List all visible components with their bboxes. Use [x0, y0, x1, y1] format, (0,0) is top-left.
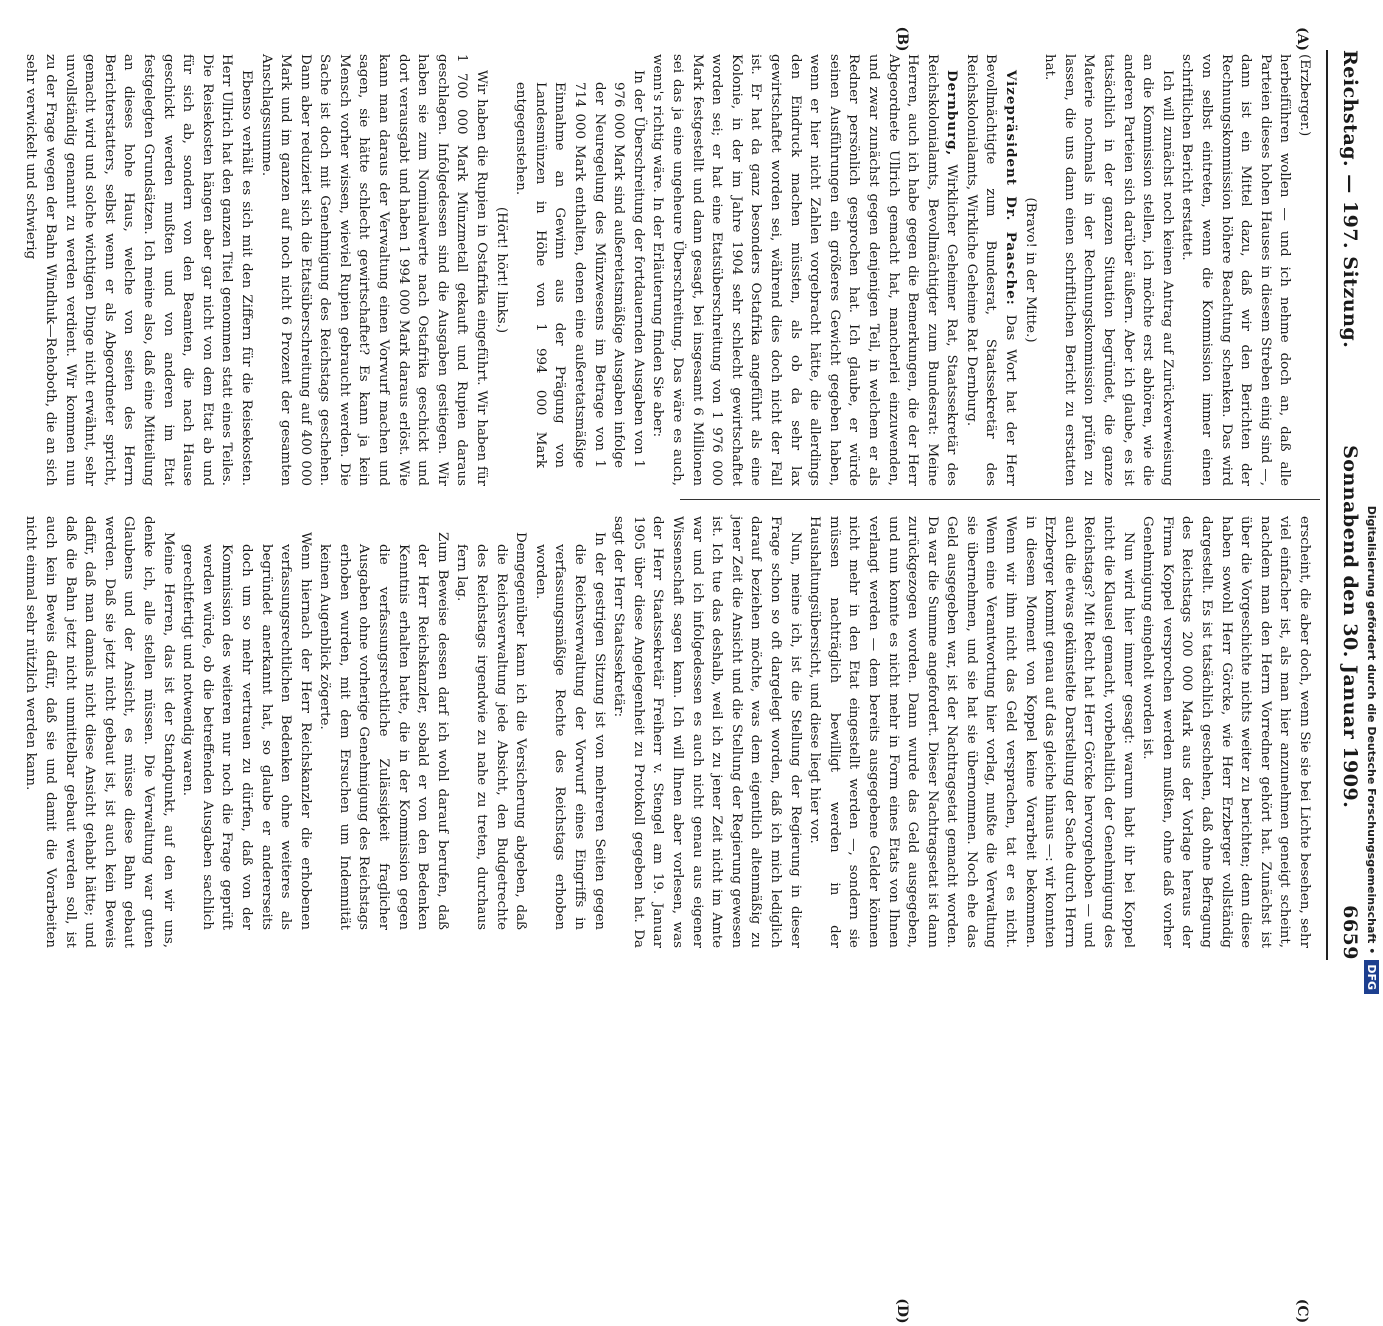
funding-text: Digitalisierung gefördert durch die Deutsche Forschungsgemeinschaft • [1365, 505, 1378, 955]
paragraph-text: Das Wort hat der Herr Bevollmächtigte zum Bundesrat, Staatssekretär des Reichskolonialamts, Wirkliche Geheime Rat Dernburg. [963, 54, 1019, 486]
quotation: In der Überschreitung der fortdauernden Ausgaben von 1 976 000 Mark sind außeretatsmäßige Ausgaben infolge der Neuregelung des Münzwesens im Betrage von 1 714 000 Mark enthalten, denen eine außeretatsmäßige Einnahme an Gewinn aus der Prägung von Landesmünzen in Höhe von 1 994 000 Mark entgegenstehen. [513, 70, 646, 468]
quotation: Demgegenüber kann ich die Versicherung abgeben, daß die Reichsverwaltung jede Absicht, den Budgetrechte des Reichstags irgendwie zu nahe zu treten, durchaus fern lag. [454, 532, 529, 930]
speaker-name: Vizepräsident Dr. Paasche: [1003, 70, 1020, 306]
speaker-continuation: (Erzberger.) [1297, 54, 1312, 137]
paragraph: Wir haben die Rupien in Ostafrika eingeführt. Wir haben für 1 700 000 Mark Münzmetall gekauft und Rupien daraus geschlagen. Infolgedessen sind die Ausgaben gestiegen. Wir haben sie zum Nominalwerte nach Ostafrika geschickt und dort verausgabt und haben 1 994 000 Mark daraus erlöst. Wie kann man daraus der Verwaltung einen Vorwurf machen und sagen, sie hätte schlecht gewirtschaftet? Es kann ja kein Mensch vorher wissen, wieviel Rupien gebraucht werden. Die Sache ist doch mit Genehmigung des Reichstags geschehen. Dann aber reduziert sich die Etatsüberschreitung auf 400 000 Mark und im ganzen auf noch nicht 6 Prozent der gesamten Anschlagssumme. [258, 54, 490, 486]
interjection: (Bravo! in der Mitte.) [1022, 197, 1038, 343]
quotation: In der gestrigen Sitzung ist von mehreren Seiten gegen die Reichsverwaltung der Vorwurf eines Eingriffs in verfassungsmäßige Rechte des Reichstags erhoben worden. [532, 532, 607, 930]
header-rule [1326, 50, 1328, 960]
paragraph [648, 54, 962, 486]
column-divider [680, 499, 1320, 500]
paragraph: herbeiführen wollen — und ich nehme doch an, daß alle Parteien dieses hohen Hauses in diesem Streben einig sind —, dann ist ein Mittel dazu, daß wir den Berichten der Rechnungskommission höhere Beachtung schenken. Das wird von selbst eintreten, wenn die Kommission immer einen schriftlichen Bericht erstattet. [1179, 54, 1293, 486]
page-number: 6659 [1339, 905, 1361, 960]
header-center: Sonnabend den 30. Januar 1909. [1339, 445, 1361, 809]
rotated-page [23, 26, 1370, 1324]
digitization-note [1357, 6, 1381, 994]
margin-mark-d: (D) [894, 1298, 910, 1324]
speaker-name: Dernburg, [944, 70, 961, 157]
digitization-note-text [1364, 6, 1379, 994]
paragraph: Meine Herren, das ist der Standpunkt, auf den wir uns, denke ich, alle stellen müssen. Die Verwaltung war guten Glaubens und der Ansicht, es müsse diese Bahn gebaut werden. Daß sie jetzt nicht gebaut ist, ist auch kein Beweis dafür, daß man damals nicht diese Ansicht gehabt hätte; und daß die Bahn jetzt nicht unmittelbar gebaut werden soll, ist auch kein Beweis dafür, daß sie und damit die Vorarbeiten nicht einmal sehr nützlich werden kann. [23, 516, 176, 948]
quotation: Wenn hiernach der Herr Reichskanzler die erhobenen verfassungsrechtlichen Bedenken ohne weiteres als begründet anerkannt hat, so glaube er andererseits doch um so mehr vertrauen zu dürfen, daß von der Kommission des weiteren nur noch die Frage geprüft werden würde, ob die betreffenden Ausgaben sachlich gerechtfertigt und notwendig waren. [180, 532, 313, 930]
right-column [21, 516, 1314, 948]
margin-mark-a: (A) [1294, 26, 1310, 52]
margin-mark-b: (B) [894, 26, 910, 52]
paragraph [961, 54, 1020, 486]
dfg-logo: DFG [1364, 960, 1379, 994]
paragraph: erscheint, die aber doch, wenn Sie sie bei Lichte besehen, sehr viel einfacher ist, als man hier anzunehmen geneigt scheint, nachdem man den Herrn Vorredner gehört hat. Zunächst ist über die Vorgeschichte nichts weiter zu berichten; denn diese haben sowohl Herr Görcke, wie Herr Erzberger vollständig dargestellt. Es ist tatsächlich geschehen, daß ohne Befragung des Reichstags 200 000 Mark aus der Vorlage heraus der Firma Koppel versprochen werden mußten, ohne daß vorher Genehmigung eingeholt worden ist. [1140, 516, 1312, 948]
paragraph: Ich will zunächst noch keinen Antrag auf Zurückverweisung an die Kommission stellen, ich möchte erst abhören, wie die anderen Parteien sich darüber äußern. Aber ich glaube, es ist tatsächlich in der ganzen Situation begründet, die ganze Materie nochmals in der Rechnungskommission prüfen zu lassen, die uns dann einen schriftlichen Bericht zu erstatten hat. [1042, 54, 1175, 486]
paragraph-text: Wirklicher Geheimer Rat, Staatssekretär des Reichskolonialamts, Bevollmächtigter zum Bundesrat: Meine Herren, auch ich habe gegen die Bemerkungen, die der Herr Abgeordnete Ullrich gemacht hat, mancherlei einzuwenden, und zwar zunächst gegen denjenigen Teil, in welchem er als Redner persönlich gesprochen hat. Ich glaube, er würde seinen Ausführungen ein größeres Gewicht gegeben haben, wenn er hier nicht Zahlen vorgebracht hätte, die allerdings den Eindruck machen müssten, als ob da sehr lax gewirtschaftet worden sei, während dies doch nicht der Fall ist. Er hat da ganz besonders Ostafrika angeführt als eine Kolonie, in der im Jahre 1904 sehr schlecht gewirtschaftet worden sei; er hat eine Etatsüberschreitung von 1 976 000 Mark festgestellt und dann gesagt, bei insgesamt 6 Millionen sei das ja eine ungeheure Überschreitung. Das wäre es auch, wenn's richtig wäre. In der Erläuterung finden Sie aber: [650, 54, 960, 486]
paragraph: Nun, meine ich, ist die Stellung der Regierung in dieser Frage schon so oft dargelegt worden, daß ich mich lediglich darauf beziehen möchte, was dem eigentlich altenmäßig zu jener Zeit die Ansicht und die Stellung der Regierung gewesen ist. Ich tue das deshalb, weil ich zu jener Zeit nicht im Amte war und ich infolgedessen es auch nicht genau aus eigener Wissenschaft sagen kann. Ich will Ihnen aber vorlesen, was der Herr Staatssekretär Freiherr v. Stengel am 19. Januar 1905 über diese Angelegenheit zu Protokoll gegeben hat. Da sagt der Herr Staatssekretär: [611, 516, 803, 948]
quotation: Zum Beweise dessen darf ich wohl darauf berufen, daß der Herr Reichskanzler, sobald er von den Bedenken Kenntnis erhalten hatte, die in der Kommission gegen die verfassungsrechtliche Zulässigkeit fraglicher Ausgaben ohne vorherige Genehmigung des Reichstags erhoben wurden, mit dem Ersuchen um Indemnität keinen Augenblick zögerte. [317, 532, 450, 930]
paragraph: Nun wird hier immer gesagt: warum habt ihr bei Koppel nicht die Klausel gemacht, vorbehaltlich der Genehmigung des Reichstags? Mit Recht hat Herr Görcke hervorgehoben — und auch die etwas gekünstelte Darstellung der Sache durch Herrn Erzberger kommt genau auf das gleiche hinaus —: wir konnten in diesem Moment von Koppel keine Vorarbeit bekommen. Wenn wir ihm nicht das Geld versprachen, tat er es nicht. Wenn eine Verantwortung hier vorlag, mußte die Verwaltung sie übernehmen, und sie hat sie übernommen. Noch ehe das Geld ausgegeben war, ist der Nachtragsetat gemacht worden. Da war die Summe angefordert. Dieser Nachtragsetat ist dann zurückgezogen worden. Dann wurde das Geld ausgegeben, und nun konnte es nicht mehr in Form eines Etats von Ihnen verlangt werden — dem bereits ausgegebene Gelder können nicht mehr in den Etat eingestellt werden —, sondern sie müssen nachträglich bewilligt werden in der Haushaltungsübersicht, und diese liegt hier vor. [807, 516, 1136, 948]
margin-mark-c: (C) [1294, 1298, 1310, 1324]
header-left: Reichstag. — 197. Sitzung. [1339, 50, 1361, 349]
left-column [21, 54, 1314, 486]
interjection: (Hört! hört! links.) [493, 206, 509, 334]
paragraph: Ebenso verhält es sich mit den Ziffern für die Reisekosten. Herr Ullrich hat den ganzen Titel genommen statt eines Teiles. Die Reisekosten hängen aber gar nicht von dem Etat ab und für sich ab, sondern von den Beamten, die nach Hause geschickt werden mußten und von anderen im Etat festgelegten Grundsätzen. Ich meine also, daß eine Mitteilung an dieses hohe Haus, welche von seiten des Herrn Berichterstatters, selbst wenn er als Abgeordneter spricht, gemacht wird und solche wichtigen Dinge nicht erwähnt, sehr unvollständig genannt zu werden verdient. Wir kommen nun zu der Frage wegen der Bahn Windhuk—Rehoboth, die an sich sehr verwickelt und schwierig [23, 54, 254, 486]
